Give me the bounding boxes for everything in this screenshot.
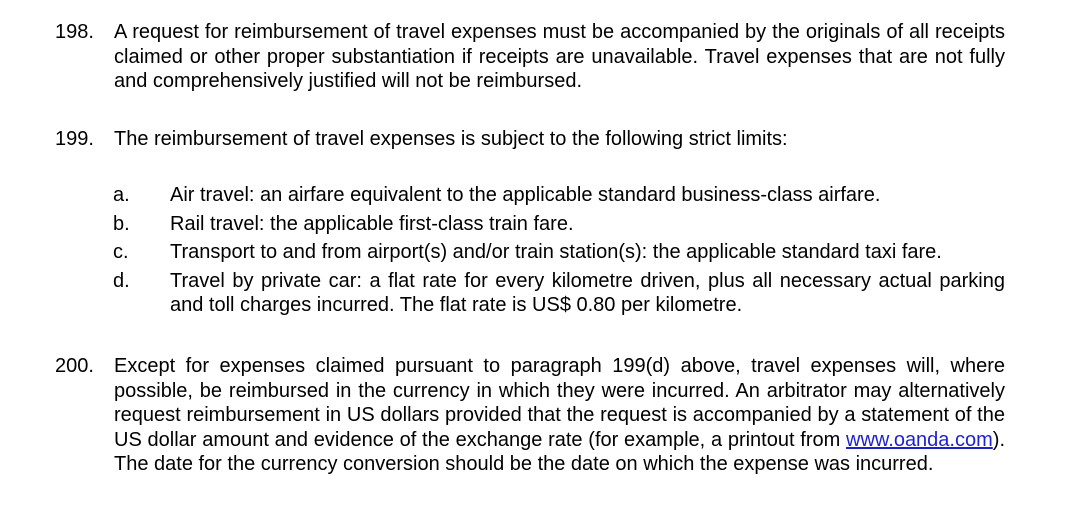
paragraph-number: 199. (55, 128, 94, 150)
paragraph-text (114, 354, 1005, 477)
list-item-text: Air travel: an airfare equivalent to the applicable standard business-class airfare. (170, 184, 881, 206)
list-item (113, 212, 1005, 237)
paragraph-text: The reimbursement of travel expenses is subject to the following strict limits: (114, 128, 788, 150)
list-item (113, 269, 1005, 318)
oanda-link[interactable]: www.oanda.com (846, 428, 993, 451)
list-item (113, 183, 1005, 208)
paragraph-text-end: ). The date for the currency conversion should be the date on which the expense was incurred. (114, 428, 1005, 475)
paragraph-200 (55, 354, 1005, 477)
paragraph-number: 198. (55, 21, 94, 43)
list-item-text: Travel by private car: a flat rate for every kilometre driven, plus all necessary actual parking and toll charges incurred. The flat rate is US$ 0.80 per kilometre. (170, 269, 1005, 316)
list-item-letter: d. (113, 269, 130, 292)
list-item-text: Transport to and from airport(s) and/or train station(s): the applicable standard taxi fare. (170, 241, 942, 263)
paragraph-number: 200. (55, 355, 94, 377)
paragraph-text: A request for reimbursement of travel expenses must be accompanied by the originals of all receipts claimed or other proper substantiation if receipts are unavailable. Travel expenses that are not fully and comprehensively justified will not be reimbursed. (114, 21, 1005, 92)
paragraph-199 (55, 127, 1005, 152)
list-item-letter: b. (113, 212, 130, 235)
list-item-text: Rail travel: the applicable first-class train fare. (170, 212, 574, 235)
list-item-letter: a. (113, 184, 130, 206)
paragraph-198 (55, 20, 1005, 94)
list-item (113, 240, 1005, 265)
paragraph-text-start: Except for expenses claimed pursuant to paragraph 199(d) above, travel expenses will, where possible, be reimbursed in the currency in which they were incurred. An arbitrator may alternatively request reimbursement in US dollars provided that the request is accompanied by a statement of the US dollar amount and evidence of the exchange rate (for example, a printout from (114, 355, 1005, 451)
list-item-letter: c. (113, 241, 129, 263)
limits-list (113, 183, 1005, 322)
